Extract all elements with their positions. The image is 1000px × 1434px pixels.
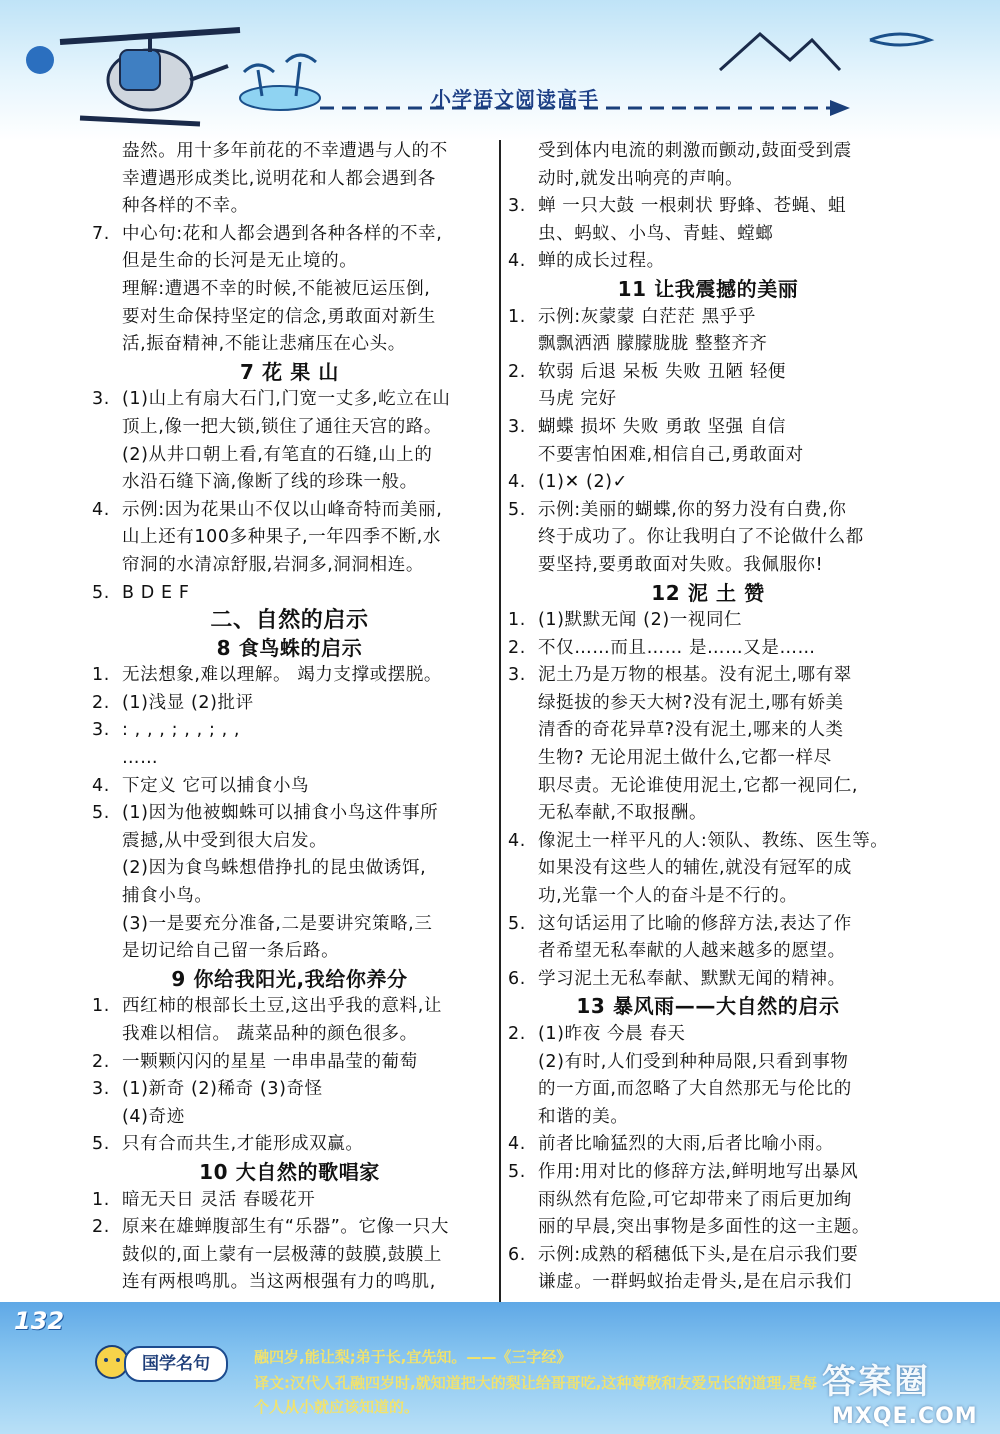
answer-line: 要坚持,要勇敢面对失败。我佩服你!	[538, 554, 824, 575]
answer-item	[92, 497, 487, 525]
answer-item	[508, 248, 908, 276]
answer-line: 活,振奋精神,不能让悲痛压在心头。	[122, 334, 406, 355]
helicopter-icon	[26, 30, 240, 124]
item-number: 5.	[92, 582, 110, 603]
item-text: 不仅……而且…… 是……又是……	[538, 637, 816, 658]
section-heading: 9 你给我阳光,我给你养分	[171, 966, 408, 991]
item-text: (1)新奇 (2)稀奇 (3)奇怪	[122, 1079, 323, 1100]
answer-item	[508, 911, 908, 939]
watermark-url: MXQE.COM	[832, 1404, 978, 1429]
answer-line: 山上还有100多种果子,一年四季不断,水	[122, 527, 442, 548]
answer-line: 顶上,像一把大锁,锁住了通往天宫的路。	[122, 416, 443, 437]
answer-line: 理解:遭遇不幸的时候,不能被厄运压倒,	[122, 278, 431, 299]
guoxue-label: 国学名句	[124, 1346, 228, 1382]
answer-item	[508, 1242, 908, 1270]
answer-line: 如果没有这些人的辅佐,就没有冠军的成	[538, 858, 852, 879]
answer-line: 生物? 无论用泥土做什么,它都一样尽	[538, 748, 832, 769]
item-text: 西红柿的根部长土豆,这出乎我的意料,让	[122, 996, 443, 1017]
answer-line: (3)一是要充分准备,二是要讲究策略,三	[122, 913, 433, 934]
item-text: 示例:美丽的蝴蝶,你的努力没有白费,你	[538, 499, 847, 520]
column-divider	[499, 140, 501, 1302]
item-number: 5.	[92, 803, 110, 824]
answer-item	[92, 580, 487, 608]
answer-line: 动时,就发出响亮的声响。	[538, 168, 744, 189]
item-text: 蝴蝶 损坏 失败 勇敢 坚强 自信	[538, 416, 787, 437]
answer-line: 功,光靠一个人的奋斗是不行的。	[538, 886, 798, 907]
answer-line: 职尽责。无论谁使用泥土,它都一视同仁,	[538, 775, 859, 796]
answer-item	[508, 635, 908, 663]
item-text: 蝉的成长过程。	[538, 251, 665, 272]
mountain-icon	[720, 34, 930, 70]
item-text: 一颗颗闪闪的星星 一串串晶莹的葡萄	[122, 1051, 418, 1072]
item-number: 1.	[92, 1189, 110, 1210]
item-number: 1.	[92, 665, 110, 686]
right-column	[508, 138, 908, 1297]
answer-item	[92, 690, 487, 718]
item-number: 5.	[508, 499, 526, 520]
answer-line: 帘洞的水清凉舒服,岩洞多,洞洞相连。	[122, 554, 424, 575]
item-number: 6.	[508, 1244, 526, 1265]
answer-item	[92, 1131, 487, 1159]
item-number: 2.	[508, 361, 526, 382]
answer-line: 无私奉献,不取报酬。	[538, 803, 708, 824]
answer-line: 但是生命的长河是无止境的。	[122, 251, 358, 272]
item-number: 7.	[92, 223, 110, 244]
answer-line: 飘飘洒洒 朦朦胧胧 整整齐齐	[538, 334, 768, 355]
answer-line: 幸遭遇形成类比,说明花和人都会遇到各	[122, 168, 436, 189]
answer-line: (2)从井口朝上看,有笔直的石缝,山上的	[122, 444, 433, 465]
answer-item	[92, 1187, 487, 1215]
answer-item	[92, 1076, 487, 1104]
page-number: 132	[14, 1307, 65, 1335]
item-number: 2.	[92, 692, 110, 713]
item-text: (1)山上有扇大石门,门宽一丈多,屹立在山	[122, 389, 451, 410]
answer-line: 震撼,从中受到很大启发。	[122, 830, 328, 851]
item-number: 4.	[92, 499, 110, 520]
answer-line: 清香的奇花异草?没有泥土,哪来的人类	[538, 720, 844, 741]
answer-line: (4)奇迹	[122, 1106, 185, 1127]
item-number: 3.	[92, 1079, 110, 1100]
item-text: 像泥土一样平凡的人:领队、教练、医生等。	[538, 830, 889, 851]
section-heading: 10 大自然的歌唱家	[199, 1159, 380, 1184]
answer-item	[92, 662, 487, 690]
item-text: (1)默默无闻 (2)一视同仁	[538, 610, 743, 631]
answer-line: 绿挺拔的参天大树?没有泥土,哪有娇美	[538, 692, 844, 713]
answer-line: 丽的早晨,突出事物是多面性的这一主题。	[538, 1217, 870, 1238]
item-text: 示例:成熟的稻穗低下头,是在启示我们要	[538, 1244, 859, 1265]
section-heading: 12 泥 土 赞	[651, 580, 765, 605]
item-number: 1.	[92, 996, 110, 1017]
item-number: 3.	[508, 416, 526, 437]
answer-line: 和谐的美。	[538, 1106, 629, 1127]
header-decoration	[0, 0, 1000, 140]
answer-line: 雨纵然有危险,可它却带来了雨后更加绚	[538, 1189, 852, 1210]
section-heading: 8 食鸟蛛的启示	[216, 635, 363, 660]
item-text: (1)浅显 (2)批评	[122, 692, 254, 713]
quote-translation-end: 个人从小就应该知道的。	[254, 1398, 420, 1416]
section-heading: 13 暴风雨——大自然的启示	[576, 994, 840, 1019]
item-text: 这句话运用了比喻的修辞方法,表达了作	[538, 913, 852, 934]
item-number: 6.	[508, 968, 526, 989]
answer-line: 盎然。用十多年前花的不幸遭遇与人的不	[122, 141, 448, 161]
item-text: (1)✕ (2)✓	[538, 472, 628, 493]
page-header	[0, 0, 1000, 140]
item-number: 3.	[508, 196, 526, 217]
item-number: 3.	[92, 389, 110, 410]
answer-item	[92, 993, 487, 1021]
watermark-text: 答案圈	[822, 1362, 930, 1402]
answer-item	[92, 221, 487, 249]
book-title: 小学语文阅读高手	[431, 87, 599, 111]
item-text: 只有合而共生,才能形成双赢。	[122, 1134, 364, 1155]
answer-line: 不要害怕困难,相信自己,勇敢面对	[538, 444, 804, 465]
item-text: 示例:因为花果山不仅以山峰奇特而美丽,	[122, 499, 443, 520]
answer-item	[92, 717, 487, 745]
answer-item	[508, 1159, 908, 1187]
answer-item	[92, 800, 487, 828]
item-number: 4.	[508, 830, 526, 851]
watermark-logo	[812, 1354, 1000, 1434]
item-number: 2.	[508, 637, 526, 658]
answer-line: 谦虚。一群蚂蚁抬走骨头,是在启示我们	[538, 1272, 852, 1293]
answer-item	[508, 304, 908, 332]
item-number: 2.	[508, 1024, 526, 1044]
answer-line: 是切记给自己留一条后路。	[122, 941, 340, 962]
item-number: 2.	[92, 1051, 110, 1072]
item-text: 下定义 它可以捕食小鸟	[122, 775, 310, 796]
item-number: 5.	[508, 1161, 526, 1182]
answer-item	[508, 828, 908, 856]
answer-item	[508, 193, 908, 221]
quote-translation: 译文:汉代人孔融四岁时,就知道把大的梨让给哥哥吃,这种尊敬和友爱兄长的道理,是每	[254, 1374, 818, 1392]
answer-line: 水沿石缝下滴,像断了线的珍珠一般。	[122, 472, 418, 493]
answer-item	[508, 469, 908, 497]
item-number: 4.	[508, 251, 526, 272]
answer-item	[92, 386, 487, 414]
answer-line: 的一方面,而忽略了大自然那无与伦比的	[538, 1079, 852, 1100]
section-heading: 7 花 果 山	[239, 359, 339, 384]
answer-line: 终于成功了。你让我明白了不论做什么都	[538, 527, 864, 548]
item-number: 2.	[92, 1217, 110, 1238]
answer-line: 虫、蚂蚁、小鸟、青蛙、螳螂	[538, 223, 774, 244]
item-number: 5.	[508, 913, 526, 934]
item-text: 学习泥土无私奉献、默默无闻的精神。	[538, 968, 846, 989]
answer-item	[92, 1214, 487, 1242]
answer-item	[92, 773, 487, 801]
answer-line: (2)有时,人们受到种种局限,只看到事物	[538, 1051, 849, 1072]
item-number: 4.	[508, 472, 526, 493]
answer-item	[508, 359, 908, 387]
answer-line: 连有两根鸣肌。当这两根强有力的鸣肌,	[122, 1272, 436, 1293]
item-text: B D E F	[122, 582, 190, 603]
section-heading: 二、自然的启示	[210, 608, 369, 634]
item-text: 中心句:花和人都会遇到各种各样的不幸,	[122, 223, 443, 244]
palm-island-icon	[240, 55, 320, 110]
item-text: 暗无天日 灵活 春暖花开	[122, 1189, 316, 1210]
answer-line: 者希望无私奉献的人越来越多的愿望。	[538, 941, 846, 962]
answer-line: ……	[122, 748, 159, 769]
item-number: 3.	[92, 720, 110, 741]
answer-line: 要对生命保持坚定的信念,勇敢面对新生	[122, 306, 436, 327]
item-number: 4.	[508, 1134, 526, 1155]
item-text: 无法想象,难以理解。 竭力支撑或摆脱。	[122, 665, 443, 686]
answer-item	[508, 607, 908, 635]
item-text: 前者比喻猛烈的大雨,后者比喻小雨。	[538, 1134, 834, 1155]
answer-item	[92, 1049, 487, 1077]
answer-item	[508, 1021, 908, 1049]
item-text: (1)昨夜 今晨 春天	[538, 1024, 686, 1044]
left-column	[92, 138, 487, 1297]
item-text: 作用:用对比的修辞方法,鲜明地写出暴风	[538, 1161, 859, 1182]
answer-item	[508, 1131, 908, 1159]
item-number: 1.	[508, 306, 526, 327]
section-heading: 11 让我震撼的美丽	[617, 276, 799, 301]
answer-line: 我难以相信。 蔬菜品种的颜色很多。	[122, 1024, 418, 1044]
answer-item	[508, 497, 908, 525]
item-text: 泥土乃是万物的根基。没有泥土,哪有翠	[538, 665, 852, 686]
item-text: (1)因为他被蜘蛛可以捕食小鸟这件事所	[122, 803, 439, 824]
answer-item	[508, 414, 908, 442]
answer-line: 受到体内电流的刺激而颤动,鼓面受到震	[538, 141, 852, 161]
item-text: 示例:灰蒙蒙 白茫茫 黑乎乎	[538, 306, 756, 327]
item-text: 软弱 后退 呆板 失败 丑陋 轻便	[538, 361, 787, 382]
answer-line: (2)因为食鸟蛛想借挣扎的昆虫做诱饵,	[122, 858, 427, 879]
item-number: 3.	[508, 665, 526, 686]
answer-line: 捕食小鸟。	[122, 886, 213, 907]
answer-item	[508, 966, 908, 994]
answer-line: 马虎 完好	[538, 389, 617, 410]
item-number: 4.	[92, 775, 110, 796]
item-text: : , , , ; , , ; , ,	[122, 720, 241, 741]
answer-item	[508, 662, 908, 690]
quote-line: 融四岁,能让梨;弟于长,宜先知。——《三字经》	[254, 1348, 572, 1366]
item-text: 原来在雄蝉腹部生有“乐器”。它像一只大	[122, 1217, 450, 1238]
answer-line: 种各样的不幸。	[122, 196, 249, 217]
item-number: 1.	[508, 610, 526, 631]
answer-line: 鼓似的,面上蒙有一层极薄的鼓膜,鼓膜上	[122, 1244, 443, 1265]
item-text: 蝉 一只大鼓 一根刺状 野蜂、苍蝇、蛆	[538, 196, 847, 217]
item-number: 5.	[92, 1134, 110, 1155]
